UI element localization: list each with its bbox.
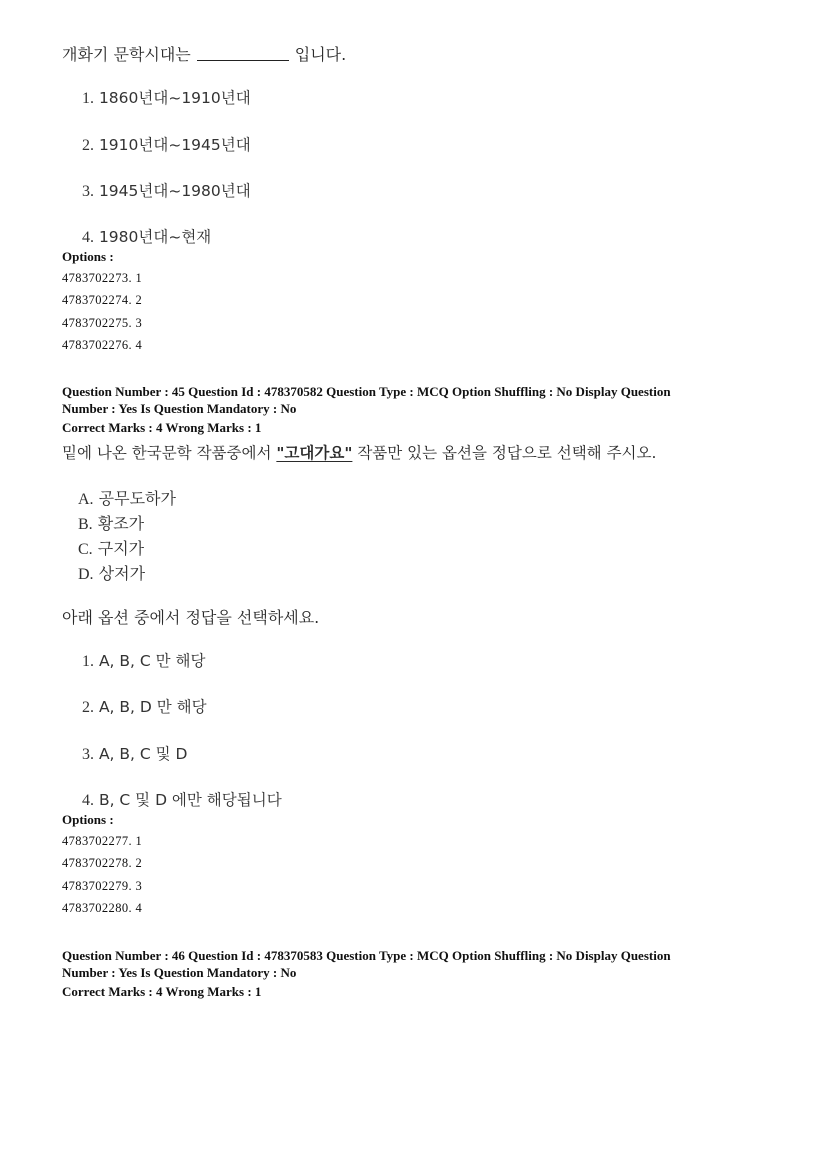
item-label: D. <box>78 566 94 583</box>
choice-number: 4. <box>82 792 94 809</box>
options-heading: Options : <box>62 812 114 827</box>
meta-line: Correct Marks : 4 Wrong Marks : 1 <box>62 984 262 999</box>
question-44-choice-2 <box>82 133 251 155</box>
item-text: 구지가 <box>97 539 145 558</box>
item-text: 황조가 <box>97 514 145 533</box>
question-45-item-b <box>78 511 144 534</box>
choice-number: 3. <box>82 183 94 200</box>
choice-text: A, B, C 만 해당 <box>98 652 206 670</box>
question-45-stem <box>62 441 656 463</box>
options-heading: Options : <box>62 249 114 264</box>
question-45-stem-emphasis: "고대가요" <box>276 444 353 462</box>
option-row: 4783702276. 4 <box>62 338 143 352</box>
option-row: 4783702279. 3 <box>62 879 143 893</box>
choice-text: 1945년대~1980년대 <box>98 182 251 200</box>
choice-number: 1. <box>82 653 94 670</box>
question-45-meta <box>62 383 671 436</box>
choice-number: 1. <box>82 90 94 107</box>
question-45-item-a <box>78 486 176 509</box>
question-45-choice-2 <box>82 695 207 717</box>
choice-number: 4. <box>82 229 94 246</box>
question-44-choice-4 <box>82 225 211 247</box>
item-label: C. <box>78 541 93 558</box>
question-44-choice-1 <box>82 86 251 108</box>
question-44-stem-after: 입니다. <box>294 45 347 64</box>
question-45-choice-4 <box>82 788 282 810</box>
answer-blank <box>197 46 289 61</box>
choice-number: 2. <box>82 137 94 154</box>
question-45-choice-1 <box>82 649 205 671</box>
choice-text: 1860년대~1910년대 <box>98 89 251 107</box>
choice-number: 3. <box>82 746 94 763</box>
choice-text: 1910년대~1945년대 <box>98 136 251 154</box>
choice-text: A, B, C 및 D <box>98 745 188 763</box>
question-44-stem <box>62 42 346 65</box>
item-label: A. <box>78 491 94 508</box>
question-44-stem-before: 개화기 문학시대는 <box>62 45 191 64</box>
question-45-item-d <box>78 561 145 584</box>
option-row: 4783702278. 2 <box>62 856 143 870</box>
option-row: 4783702275. 3 <box>62 316 143 330</box>
question-45-stem-before: 밑에 나온 한국문학 작품중에서 <box>62 444 277 462</box>
question-45-stem-after: 작품만 있는 옵션을 정답으로 선택해 주시오. <box>352 444 657 462</box>
question-45-item-c <box>78 536 144 559</box>
question-45-instruction: 아래 옵션 중에서 정답을 선택하세요. <box>62 608 320 627</box>
item-text: 상저가 <box>98 564 146 583</box>
item-text: 공무도하가 <box>98 489 176 508</box>
question-46-meta <box>62 947 671 1000</box>
meta-line: Number : Yes Is Question Mandatory : No <box>62 965 297 980</box>
question-45-choice-3 <box>82 742 187 764</box>
choice-text: 1980년대~현재 <box>98 228 212 246</box>
option-row: 4783702277. 1 <box>62 834 143 848</box>
choice-text: B, C 및 D 에만 해당됩니다 <box>98 791 282 809</box>
option-row: 4783702280. 4 <box>62 901 143 915</box>
meta-line: Question Number : 46 Question Id : 478370583 Question Type : MCQ Option Shuffling : No Display Question <box>62 948 671 963</box>
option-row: 4783702273. 1 <box>62 271 143 285</box>
meta-line: Number : Yes Is Question Mandatory : No <box>62 401 297 416</box>
meta-line: Correct Marks : 4 Wrong Marks : 1 <box>62 420 262 435</box>
item-label: B. <box>78 516 93 533</box>
meta-line: Question Number : 45 Question Id : 478370582 Question Type : MCQ Option Shuffling : No Display Question <box>62 384 671 399</box>
question-44-choice-3 <box>82 179 251 201</box>
option-row: 4783702274. 2 <box>62 293 143 307</box>
choice-text: A, B, D 만 해당 <box>98 698 207 716</box>
choice-number: 2. <box>82 699 94 716</box>
